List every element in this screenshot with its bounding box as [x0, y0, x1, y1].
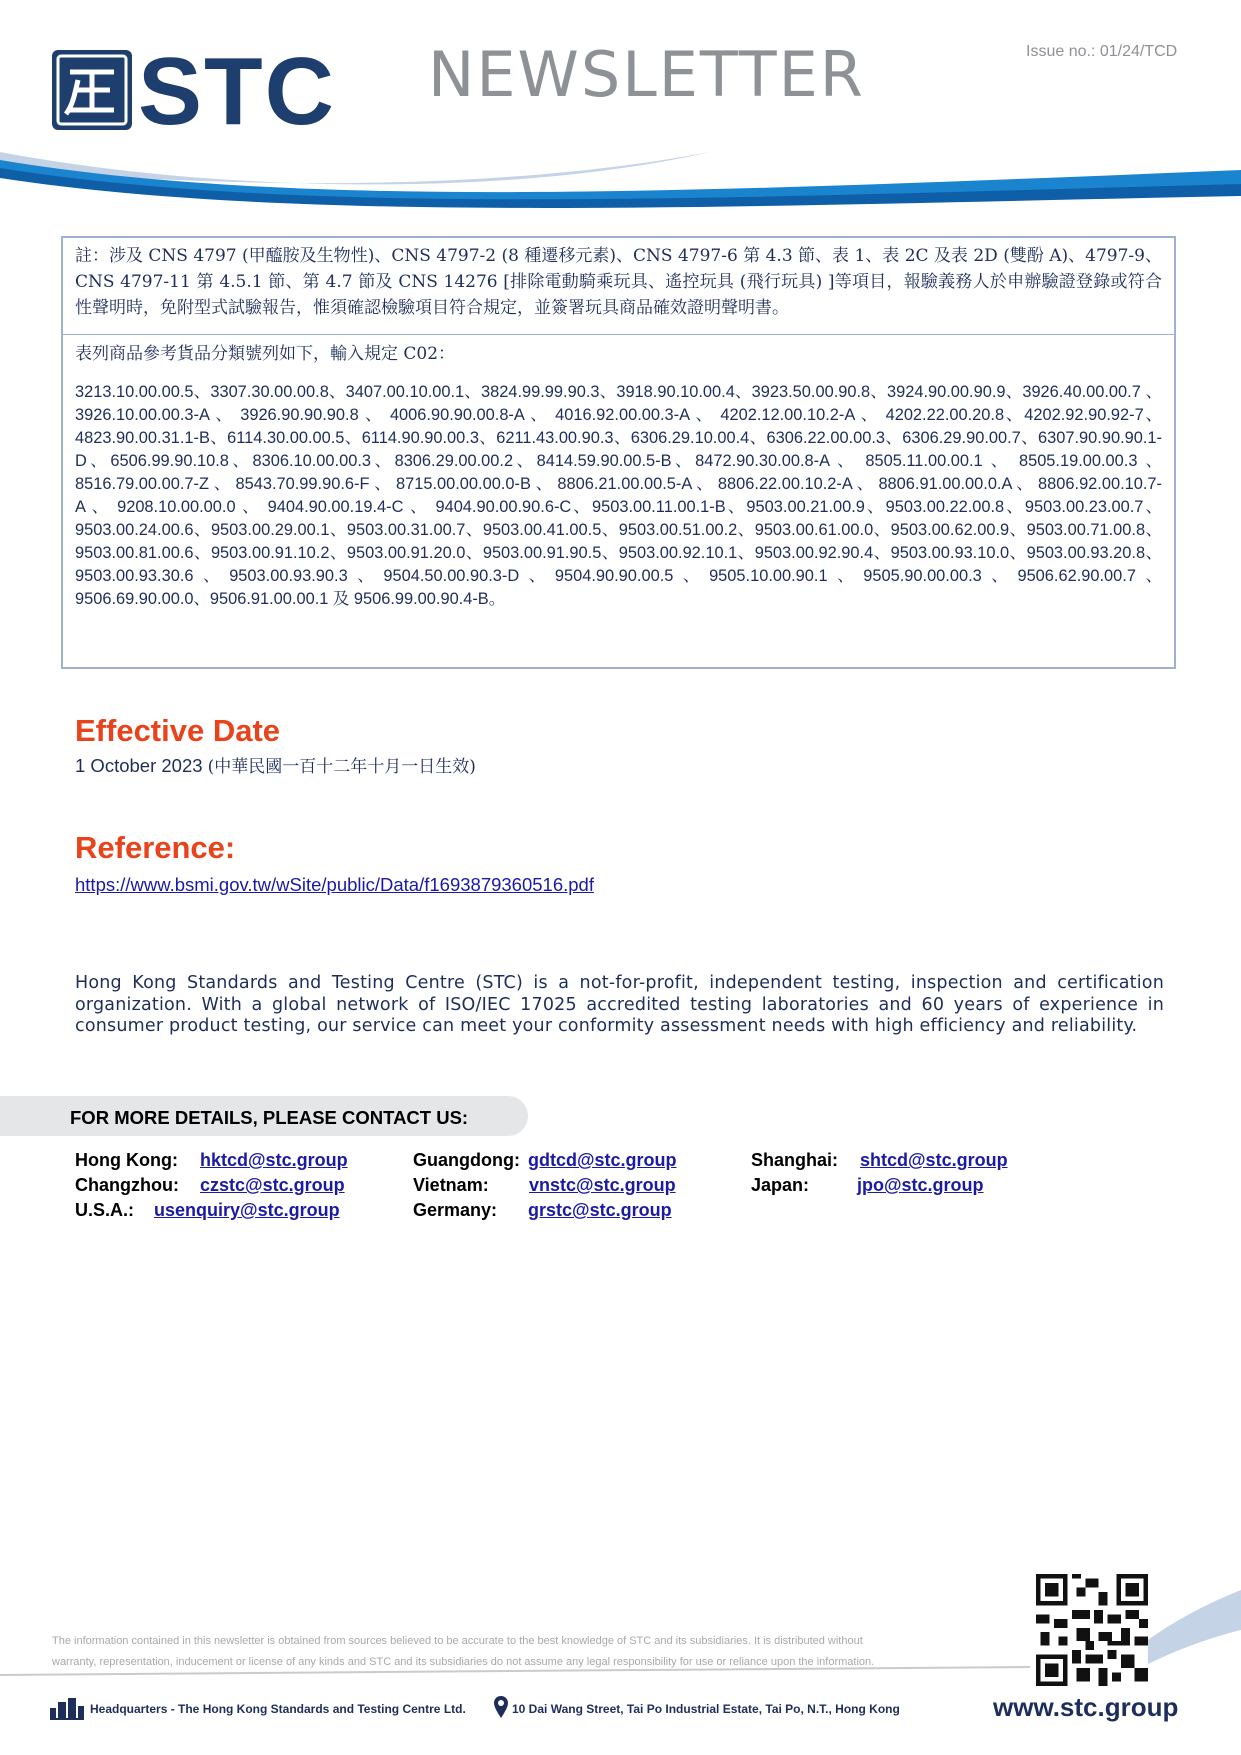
qr-code[interactable]: [1036, 1574, 1148, 1686]
notice-note: 註：涉及 CNS 4797 (甲醯胺及生物性)、CNS 4797-2 (8 種遷移元素)、CNS 4797-6 第 4.3 節、表 1、表 2C 及表 2D (雙酚 A)、4797-9、CNS 4797-11 第 4.5.1 節、第 4.7 節及 CNS 14276 [排除電動騎乘玩具、遙控玩具 (飛行玩具) ]等項目，報驗義務人於申辦驗證登錄或符合性聲明時，免附型式試驗報告，惟須確認檢驗項目符合規定，並簽署玩具商品確效證明聲明書。: [75, 246, 1162, 318]
headquarters-text: Headquarters - The Hong Kong Standards and Testing Centre Ltd.: [90, 1702, 466, 1716]
contact-changzhou: [75, 1175, 179, 1196]
contact-email-guangdong[interactable]: gdtcd@stc.group: [528, 1150, 677, 1170]
contact-shanghai: [751, 1150, 838, 1171]
contact-email-japan[interactable]: jpo@stc.group: [857, 1175, 984, 1195]
reference-heading: Reference:: [75, 830, 236, 865]
header-swoosh-graphic: [0, 140, 1241, 210]
stc-logo: [52, 50, 352, 130]
contact-email-changzhou[interactable]: czstc@stc.group: [200, 1175, 345, 1195]
contact-title: FOR MORE DETAILS, PLEASE CONTACT US:: [70, 1107, 469, 1128]
notice-box: [61, 236, 1176, 669]
effective-date-heading: Effective Date: [75, 713, 281, 748]
disclaimer-line-2: warranty, representation, inducement or license of any kinds and STC and its subsidiaries do not assume any legal responsibility for use or reliance upon the information.: [52, 1656, 875, 1668]
website-link[interactable]: www.stc.group: [993, 1692, 1179, 1722]
effective-date-chinese: (中華民國一百十二年十月一日生效): [207, 757, 476, 777]
building-icon: [50, 1696, 84, 1720]
contact-email-germany[interactable]: grstc@stc.group: [528, 1200, 672, 1220]
contact-vietnam: [413, 1175, 489, 1196]
newsletter-title: NEWSLETTER: [428, 38, 865, 111]
tariff-codes-cell: [63, 335, 1174, 611]
contact-label: Vietnam:: [413, 1175, 489, 1195]
contact-hong-kong: [75, 1150, 178, 1171]
location-pin-icon: [494, 1696, 508, 1718]
contact-label: U.S.A.:: [75, 1200, 135, 1220]
contact-guangdong: [413, 1150, 520, 1171]
effective-date-value: 1 October 2023: [75, 755, 208, 776]
notice-note-cell: [63, 238, 1174, 335]
address-text: 10 Dai Wang Street, Tai Po Industrial Estate, Tai Po, N.T., Hong Kong: [512, 1702, 900, 1716]
contact-label: Shanghai:: [751, 1150, 839, 1170]
contact-usa: [75, 1200, 134, 1221]
about-stc-paragraph: Hong Kong Standards and Testing Centre (STC) is a not-for-profit, independent testing, inspection and certification organization. With a global network of ISO/IEC 17025 accredited testing laboratories and 60 years of experience in consumer product testing, our service can meet your conformity assessment needs with high efficiency and reliability.: [75, 973, 1164, 1036]
disclaimer-line-1: The information contained in this newsletter is obtained from sources believed to be accurate to the best knowledge of STC and its subsidiaries. It is distributed without: [52, 1635, 863, 1647]
contact-label: Japan:: [751, 1175, 810, 1195]
contact-email-shanghai[interactable]: shtcd@stc.group: [860, 1150, 1008, 1170]
footer-divider: [0, 1665, 1030, 1677]
contact-japan: [751, 1175, 809, 1196]
contact-email-hong-kong[interactable]: hktcd@stc.group: [200, 1150, 348, 1170]
contact-label: Changzhou:: [75, 1175, 179, 1195]
effective-date-text: [75, 752, 476, 777]
tariff-codes-list: 3213.10.00.00.5、3307.30.00.00.8、3407.00.10.00.1、3824.99.99.90.3、3918.90.10.00.4、3923.50.00.90.8、3924.90.00.90.9、3926.40.00.00.7 、 3926.10.00.00.3-A 、 3926.90.90.90.8 、 4006.90.90.00.8-A 、 4016.92.00.00.3-A 、 4202.12.00.10.2-A 、 4202.22.00.20.8、4202.92.90.92-7、4823.90.00.31.1-B、6114.30.00.00.5、6114.90.90.00.3、6211.43.00.90.3、6306.29.10.00.4、6306.22.00.00.3、6306.29.90.00.7、6307.90.90.90.1-D、6506.99.90.10.8、8306.10.00.00.3、8306.29.00.00.2、8414.59.90.00.5-B、8472.90.30.00.8-A 、 8505.11.00.00.1 、 8505.19.00.00.3 、 8516.79.00.00.7-Z 、 8543.70.99.90.6-F 、 8715.00.00.00.0-B 、 8806.21.00.00.5-A 、 8806.22.00.10.2-A 、 8806.91.00.00.0.A 、 8806.92.00.10.7-A 、 9208.10.00.00.0 、 9404.90.00.19.4-C 、 9404.90.00.90.6-C、9503.00.11.00.1-B、9503.00.21.00.9、9503.00.22.00.8、9503.00.23.00.7、9503.00.24.00.6、9503.00.29.00.1、9503.00.31.00.7、9503.00.41.00.5、9503.00.51.00.2、9503.00.61.00.0、9503.00.62.00.9、9503.00.71.00.8、9503.00.81.00.6、9503.00.91.10.2、9503.00.91.20.0、9503.00.91.90.5、9503.00.92.10.1、9503.00.92.90.4、9503.00.93.10.0、9503.00.93.20.8、9503.00.93.30.6、9503.00.93.90.3、9504.50.00.90.3-D、9504.90.90.00.5、9505.10.00.90.1、9505.90.00.00.3、9506.62.90.00.7、9506.69.90.00.0、9506.91.00.00.1 及 9506.99.00.90.4-B。: [75, 383, 1162, 608]
issue-number: Issue no.: 01/24/TCD: [1026, 43, 1178, 60]
tariff-codes-intro: 表列商品參考貨品分類號列如下，輸入規定 C02：: [75, 344, 456, 364]
reference-link[interactable]: https://www.bsmi.gov.tw/wSite/public/Data/f1693879360516.pdf: [75, 874, 594, 895]
contact-germany: [413, 1200, 497, 1221]
contact-email-usa[interactable]: usenquiry@stc.group: [154, 1200, 340, 1220]
contact-label: Guangdong:: [413, 1150, 520, 1170]
contact-label: Hong Kong:: [75, 1150, 178, 1170]
contact-label: Germany:: [413, 1200, 498, 1220]
logo-wordmark: STC: [138, 50, 336, 130]
contact-email-vietnam[interactable]: vnstc@stc.group: [529, 1175, 676, 1195]
